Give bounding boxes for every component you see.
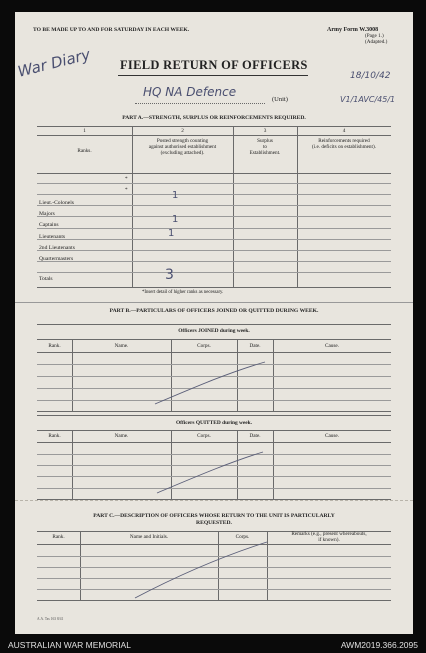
joined-col-date: Date. (249, 343, 261, 349)
header-reinforcements-1: Reinforcements required (318, 138, 370, 144)
quitted-col-date: Date. (249, 433, 261, 439)
form-page: (Page 1.) (365, 33, 384, 39)
header-posted-3: (excluding attached). (160, 150, 205, 156)
pen-strike-strokes (15, 12, 413, 634)
form-adapted: (Adapted.) (365, 39, 388, 45)
rank-totals: Totals (39, 276, 53, 282)
joined-col-cause: Cause. (325, 343, 339, 349)
joined-heading: Officers JOINED during week. (178, 328, 250, 334)
part-c-col-name: Name and Initials. (129, 534, 169, 540)
header-ranks: Ranks. (77, 148, 92, 154)
joined-nil-stroke (155, 362, 265, 404)
joined-col-name: Name. (114, 343, 129, 349)
part-b-heading: PART B.—PARTICULARS OF OFFICERS JOINED OR QUITTED DURING WEEK. (109, 308, 319, 314)
part-c-col-remarks-1: Remarks (e.g., present whereabouts, (291, 531, 367, 537)
part-c-nil-stroke (135, 542, 267, 598)
unit-label: (Unit) (272, 96, 288, 103)
print-code: A.A. Tas 163 8/41 (37, 617, 64, 621)
joined-col-corps: Corps. (197, 343, 211, 349)
part-c-col-corps: Corps. (235, 534, 250, 540)
handwritten-date: 18/10/42 (350, 71, 391, 81)
joined-col-rank: Rank. (48, 343, 61, 349)
form-sheet (15, 12, 413, 634)
handwritten-unit-name: HQ NA Defence (143, 85, 237, 99)
rank-lieutenants: Lieutenants (39, 234, 66, 240)
footer-accession-number: AWM2019.366.2095 (340, 640, 418, 650)
col-number-4: 4 (342, 128, 346, 134)
quitted-heading: Officers QUITTED during week. (175, 420, 253, 426)
handwritten-reference: V1/1AVC/45/1 (340, 95, 396, 104)
quitted-col-rank: Rank. (48, 433, 61, 439)
rank-quartermasters: Quartermasters (39, 256, 74, 262)
header-reinforcements-2: (i.e. deficits on establishment). (312, 144, 376, 150)
part-c-heading-line1: PART C.—DESCRIPTION OF OFFICERS WHOSE RETURN TO THE UNIT IS PARTICULARLY (93, 513, 335, 519)
handwritten-lieutenants-value: 1 (168, 228, 175, 239)
quitted-nil-stroke (157, 452, 263, 493)
rank-majors: Majors (39, 211, 55, 217)
part-c-heading-line2: REQUESTED. (196, 520, 232, 526)
page-title: FIELD RETURN OF OFFICERS (120, 58, 308, 72)
form-id: Army Form W.3008 (327, 27, 379, 33)
handwritten-captains-value: 1 (172, 214, 179, 225)
part-a-heading: PART A.—STRENGTH, SURPLUS OR REINFORCEMENTS REQUIRED. (122, 115, 306, 121)
header-surplus-2: to (262, 144, 268, 150)
part-c-col-remarks-2: if known). (318, 537, 340, 543)
handwritten-war-diary: War Diary (15, 45, 93, 81)
col-number-3: 3 (263, 128, 267, 134)
quitted-col-name: Name. (114, 433, 129, 439)
header-posted-2: against authorised establishment (148, 144, 217, 150)
rank-captains: Captains (39, 222, 59, 228)
star-marker-1: * (125, 176, 128, 182)
header-surplus-1: Surplus (257, 138, 273, 144)
footer-credit: AUSTRALIAN WAR MEMORIAL (8, 640, 131, 650)
header-instruction: TO BE MADE UP TO AND FOR SATURDAY IN EACH WEEK. (33, 27, 190, 33)
part-c-col-rank: Rank. (52, 534, 65, 540)
rank-2nd-lieutenants: 2nd Lieutenants (39, 245, 75, 251)
quitted-col-cause: Cause. (325, 433, 339, 439)
col-number-1: 1 (83, 128, 86, 134)
handwritten-totals-value: 3 (165, 267, 174, 283)
part-a-footnote: *Insert detail of higher ranks as necessary. (142, 290, 224, 295)
star-marker-2: * (125, 187, 128, 193)
header-posted-1: Posted strength counting (156, 138, 209, 144)
rank-lieut-colonels: Lieut.-Colonels (39, 200, 74, 206)
col-number-2: 2 (181, 128, 184, 134)
header-surplus-3: Establishment. (249, 150, 281, 156)
handwritten-lieut-colonels-value: 1 (172, 190, 179, 201)
quitted-col-corps: Corps. (197, 433, 211, 439)
